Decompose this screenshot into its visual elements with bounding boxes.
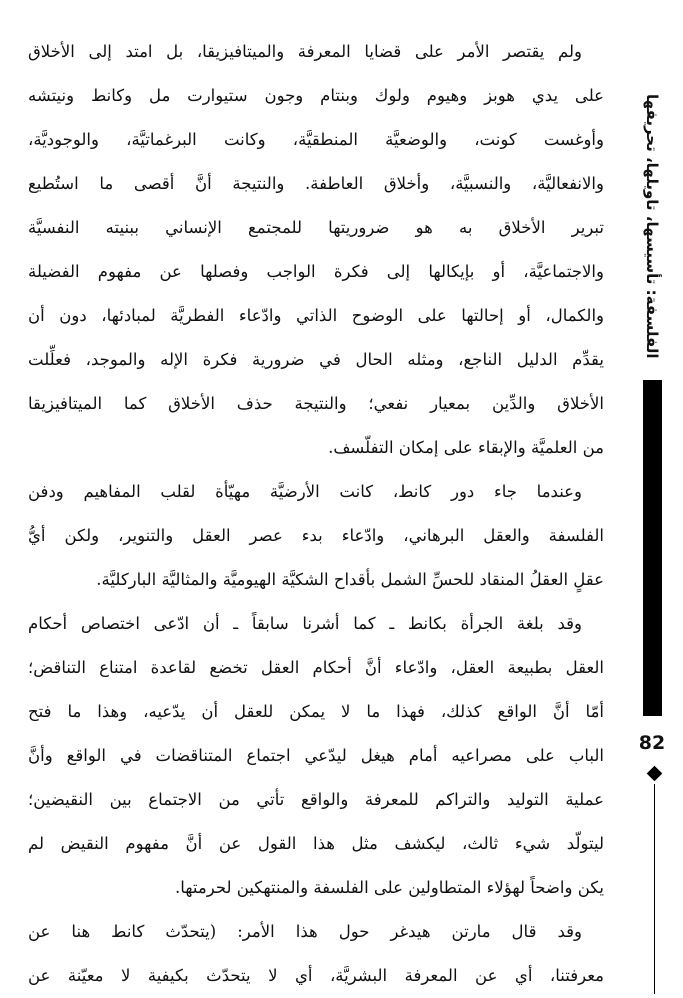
text-line: وأوغست كونت، والوضعيَّة المنطقيَّة، وكانت البرغماتيَّة، والوجوديَّة، — [28, 130, 604, 149]
paragraph-4 — [28, 910, 604, 998]
page-number: 82 — [638, 732, 666, 754]
text-line: والانفعاليَّة، والنسبيَّة، وأخلاق العاطفة. والنتيجة أنَّ أقصى ما استُطيع — [28, 174, 604, 193]
text-line: العقل بطبيعة العقل، وادّعاء أنَّ أحكام العقل تخضع لقاعدة امتناع التناقض؛ — [28, 658, 604, 677]
text-line: تبرير الأخلاق به هو ضروريتها للمجتمع الإنساني ببنيته النفسيَّة — [28, 218, 604, 237]
text-line: والكمال، أو إحالتها على الوضوح الذاتي وادّعاء الفطريَّة لمبادئها، دون أن — [28, 306, 604, 325]
text-line: وعندما جاء دور كانط، كانت الأرضيَّة مهيّأة لقلب المفاهيم ودفن — [28, 482, 582, 501]
text-line: يقدِّم الدليل الناجع، ومثله الحال في ضرورية فكرة الإله والموجد، فعلِّلت — [28, 350, 604, 369]
text-line: الفلسفة والعقل البرهاني، وادّعاء بدء عصر العقل والتنوير، ولكن أيُّ — [28, 526, 604, 545]
text-line: من العلميَّة والإبقاء على إمكان التفلّسف. — [328, 438, 604, 457]
paragraph-2 — [28, 470, 604, 602]
diamond-ornament-icon — [647, 766, 663, 782]
text-line: أمّا أنَّ الواقع كذلك، فهذا ما لا يمكن للعقل أن يدّعيه، وهذا ما فتح — [28, 702, 604, 721]
page-sidebar — [621, 0, 683, 992]
sidebar-thin-rule — [654, 784, 656, 994]
text-line: معرفتنا، أي عن المعرفة البشريَّة، أي لا يتحدّث بكيفية لا معيّنة عن — [28, 966, 604, 985]
sidebar-black-bar — [643, 380, 662, 716]
text-line: وقد قال مارتن هيدغر حول هذا الأمر: (يتحدّث كانط هنا عن — [28, 922, 582, 941]
paragraph-3 — [28, 602, 604, 910]
text-line: الباب على مصراعيه أمام هيغل ليدّعي اجتماع المتناقضات في الواقع وأنَّ — [28, 746, 604, 765]
text-line: ليتولّد شيء ثالث، ليكشف مثل هذا القول عن أنَّ مفهوم النقيض لم — [28, 834, 604, 853]
text-line: عملية التوليد والتراكم للمعرفة والواقع تأتي من الاجتماع بين النقيضين؛ — [28, 790, 604, 809]
text-line: عقلٍ العقلُ المنقاد للحسِّ الشمل بأقداح الشكيَّة الهيوميَّة والمثاليَّة الباركليَّة. — [96, 570, 604, 589]
running-title: الفلسفة: تأسيسها، تاويلها، تحريفها — [643, 93, 661, 358]
text-line: يكن واضحاً لهؤلاء المتطاولين على الفلسفة والمنتهكين لحرمتها. — [175, 878, 604, 897]
paragraph-1 — [28, 30, 604, 470]
body-text — [28, 30, 604, 998]
text-line: على يدي هوبز وهيوم ولوك وبنتام وجون ستيوارت مل وكانط ونيتشه — [28, 86, 604, 105]
text-line: وقد بلغة الجرأة بكانط ـ كما أشرنا سابقاً ـ أن ادّعى اختصاص أحكام — [28, 614, 582, 633]
text-line: الأخلاق والدِّين بمعيار نفعي؛ والنتيجة حذف الأخلاق كما الميتافيزيقا — [28, 394, 604, 413]
text-line: والاجتماعيَّة، أو بإيكالها إلى فكرة الواجب وفصلها عن مفهوم الفضيلة — [28, 262, 604, 281]
text-line: ولم يقتصر الأمر على قضايا المعرفة والميتافيزيقا، بل امتد إلى الأخلاق — [28, 42, 582, 61]
